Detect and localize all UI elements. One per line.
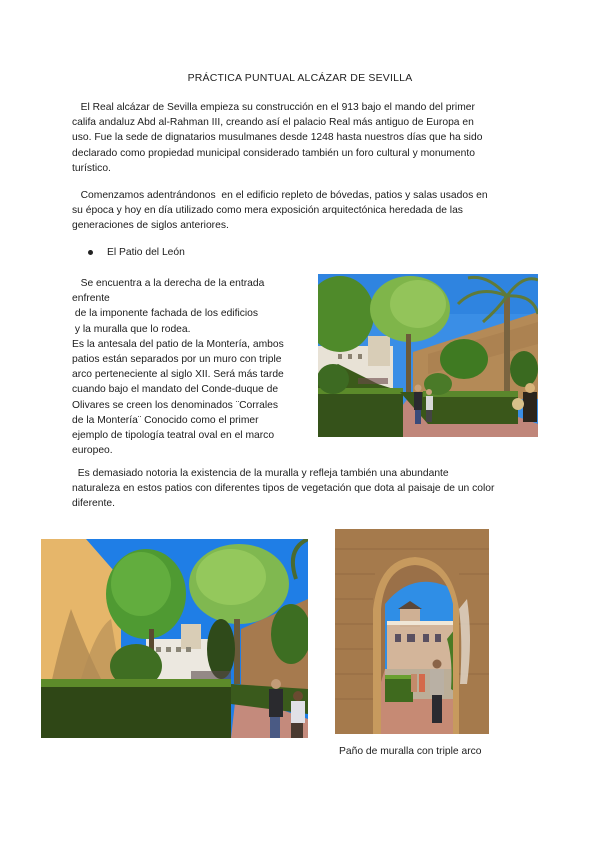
triple-arch-photo [335, 529, 489, 734]
text-line: uso. Fue la sede de dignatarios musulmanes desde 1248 hasta nuestros días que ha sido [72, 132, 483, 144]
patio-del-leon-photo [318, 274, 538, 437]
text-line: Es demasiado notoria la existencia de la muralla y refleja también una abundante [72, 468, 449, 479]
second-paragraph [72, 188, 532, 234]
text-line: ejemplo de tipología teatral oval en el marco [72, 430, 275, 442]
text-line: y la muralla que lo rodea. [72, 323, 191, 335]
nature-paragraph [72, 466, 532, 512]
patio-garden-photo [41, 539, 308, 738]
text-line: de la Montería¨ Conocido como el primer [72, 414, 259, 426]
text-line: su época y hoy en día utilizado como mera exposición arquitectónica heredada de las [72, 205, 463, 217]
text-line: califa andaluz Abd al-Rahman III, creando así el palacio Real más antiguo de Europa en [72, 117, 474, 129]
text-line: Se encuentra a la derecha de la entrada [72, 278, 265, 289]
intro-paragraph [72, 100, 532, 176]
text-line: cuando bajo el mandato del Conde-duque de [72, 384, 279, 396]
patio-paragraph [72, 276, 308, 458]
page-title: PRÁCTICA PUNTUAL ALCÁZAR DE SEVILLA [187, 72, 413, 84]
text-line: turístico. [72, 162, 111, 174]
text-line: naturaleza en estos patios con diferentes tipos de vegetación que dota al paisaje de un color [72, 483, 495, 495]
text-line: Es la antesala del patio de la Montería, ambos [72, 338, 284, 350]
bullet-label: El Patio del León [107, 247, 185, 258]
bullet-item [88, 247, 185, 258]
text-line: de la imponente fachada de los edificios [72, 308, 259, 320]
text-line: enfrente [72, 293, 110, 305]
text-line: declarado como propiedad municipal considerado también un foro cultural y monumento [72, 147, 475, 159]
text-line: europeo. [72, 445, 113, 457]
text-line: Comenzamos adentrándonos en el edificio repleto de bóvedas, patios y salas usados en [72, 190, 488, 201]
text-line: patios están separados por un muro con triple [72, 354, 282, 366]
bullet-dot-icon [88, 250, 93, 255]
text-line: generaciones de siglos anteriores. [72, 220, 229, 232]
text-line: El Real alcázar de Sevilla empieza su construcción en el 913 bajo el mando del primer [72, 102, 475, 113]
photo-caption: Paño de muralla con triple arco [339, 746, 482, 757]
text-line: arco perteneciente al siglo XII. Será más tarde [72, 369, 284, 381]
text-line: Olivares se creen los denominados ¨Corrales [72, 399, 279, 411]
text-line: diferente. [72, 498, 115, 510]
